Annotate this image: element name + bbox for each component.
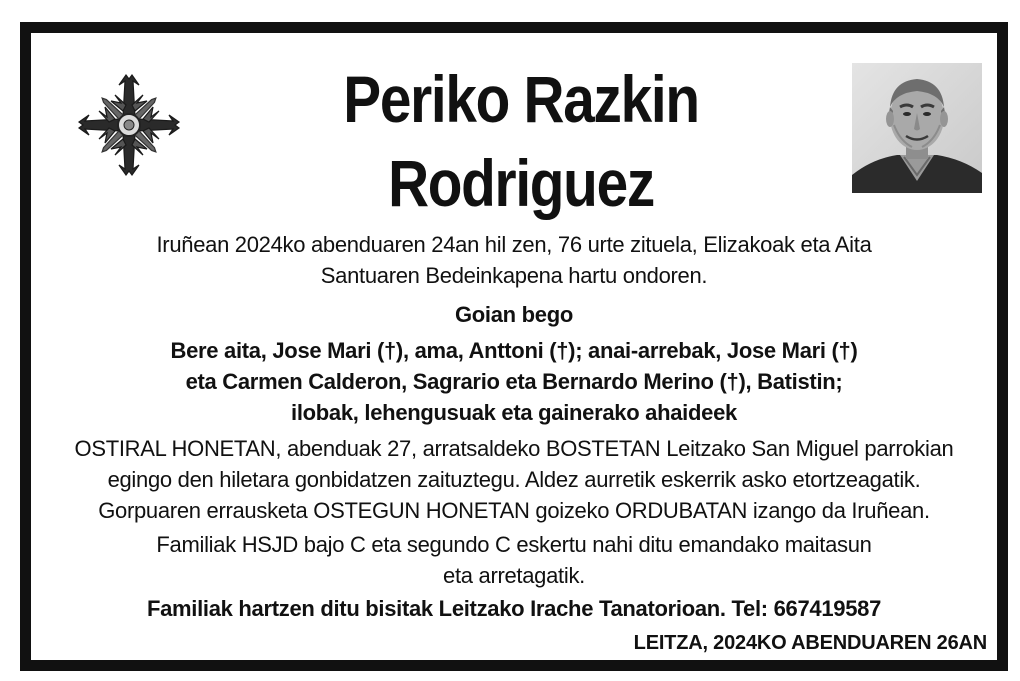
visits-info <box>31 593 997 624</box>
family-members <box>31 335 997 428</box>
death-announcement-line1: Iruñean 2024ko abenduaren 24an hil zen, 76 urte zituela, Elizakoak eta Aita <box>156 232 872 257</box>
deceased-name <box>254 57 787 225</box>
funeral-details-line1: OSTIRAL HONETAN, abenduak 27, arratsaldeko BOSTETAN Leitzako San Miguel parrokian <box>74 436 954 461</box>
deceased-name-line1: Periko Razkin <box>343 62 699 136</box>
funeral-details-line2: egingo den hiletara gonbidatzen zaituztegu. Aldez aurretik eskerrik asko etortzeagatik. <box>107 467 921 492</box>
funeral-details <box>31 433 997 526</box>
death-announcement <box>31 229 997 291</box>
family-members-line3: ilobak, lehengusuak eta gainerako ahaideek <box>291 400 737 425</box>
family-members-line2: eta Carmen Calderon, Sagrario eta Bernardo Merino (†), Batistin; <box>185 369 843 394</box>
death-announcement-line2: Santuaren Bedeinkapena hartu ondoren. <box>320 263 708 288</box>
family-thanks <box>31 529 997 591</box>
rest-in-peace <box>31 299 997 330</box>
portrait-photo <box>852 63 982 193</box>
family-thanks-line2: eta arretagatik. <box>443 563 585 588</box>
family-thanks-line1: Familiak HSJD bajo C eta segundo C eskertu nahi ditu emandako maitasun <box>156 532 872 557</box>
cross-emblem-icon <box>75 69 183 181</box>
rest-in-peace-text: Goian bego <box>454 302 573 327</box>
funeral-details-line3: Gorpuaren errausketa OSTEGUN HONETAN goizeko ORDUBATAN izango da Iruñean. <box>98 498 930 523</box>
visits-info-text: Familiak hartzen ditu bisitak Leitzako Irache Tanatorioan. Tel: 667419587 <box>146 596 882 621</box>
obituary-notice <box>20 22 1008 671</box>
family-members-line1: Bere aita, Jose Mari (†), ama, Anttoni (†); anai-arrebak, Jose Mari (†) <box>170 338 858 363</box>
place-date: LEITZA, 2024KO ABENDUAREN 26AN <box>633 632 987 654</box>
deceased-name-line2: Rodriguez <box>388 146 654 220</box>
